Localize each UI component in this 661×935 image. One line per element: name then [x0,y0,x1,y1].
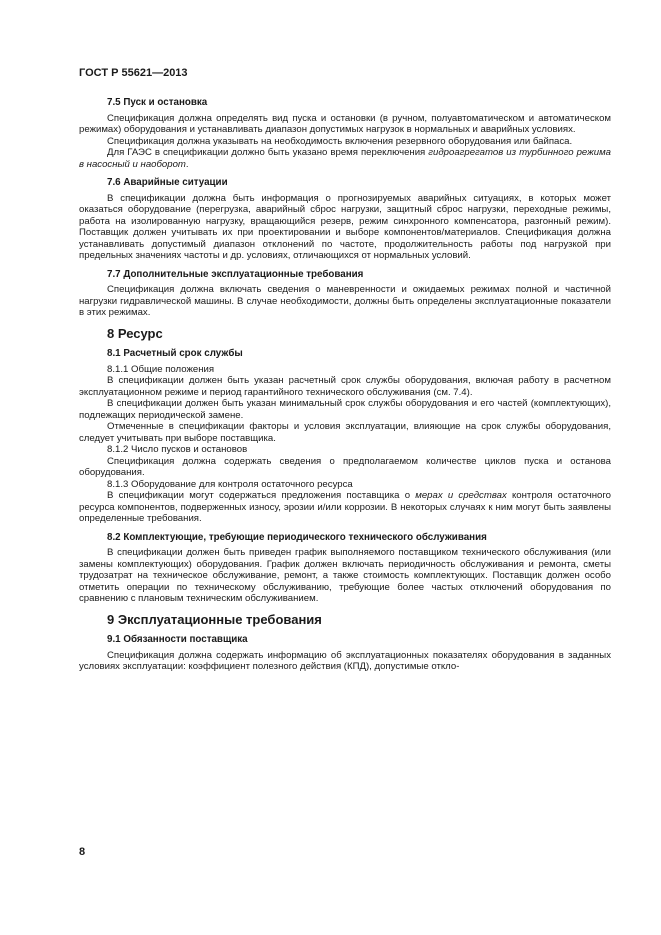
section-8-title: 8 Ресурс [107,325,163,341]
subsection-heading: 8.1.1 Общие положения [107,363,215,375]
paragraph: Спецификация должна содержать информацию об эксплуатационных показателях оборудования в заданных условиях эксплуатации: коэффициент полезного действия (КПД), допустимые откло- [79,649,611,672]
section-9-title: 9 Эксплуатационные требования [107,611,322,627]
text-run: В спецификации могут содержаться предложения поставщика о [107,490,416,501]
text-run: . [185,158,189,170]
paragraph: Спецификация должна содержать сведения о предполагаемом количестве циклов пуска и останова оборудования. [79,455,611,478]
section-7-5-title: 7.5 Пуск и остановка [107,97,208,108]
paragraph [79,490,611,525]
paragraph: В спецификации должна быть информация о прогнозируемых аварийных ситуациях, в которых может оказаться оборудование (перегрузка, аварийный сброс нагрузки, защитный сброс нагрузки, переходные режимы, работа на изолированную нагрузку, вращающийся резерв, режим синхронного компенсатора, разгонный режим). Поставщик должен учитывать их при проектировании и выборе компонентов/материалов. Спецификация должна устанавливать допустимый диапазон отклонений по частоте, продолжительность работы под нагрузкой при предельных значениях частоты и др. условиях, отличающихся от нормальных условий. [79,192,611,261]
page-number: 8 [79,846,86,858]
document-body [79,97,611,673]
paragraph: Спецификация должна указывать на необходимость включения резервного оборудования или байпаса. [107,135,573,147]
document-id: ГОСТ Р 55621—2013 [79,67,188,79]
italic-text: гидроагрегатов из турбинного режима в насосный и наоборот [79,147,611,170]
section-8-2-title: 8.2 Комплектующие, требующие периодического технического обслуживания [107,531,487,543]
paragraph: Отмеченные в спецификации факторы и условия эксплуатации, влияющие на срок службы оборудования, следует учитывать при выборе поставщика. [79,421,611,444]
paragraph: Спецификация должна включать сведения о маневренности и ожидаемых режимах полной и частичной нагрузки гидравлической машины. В случае необходимости, должны быть определены эксплуатационные показатели в этих режимах. [79,284,611,318]
subsection-heading: 8.1.3 Оборудование для контроля остаточного ресурса [107,478,353,490]
text-run: контроля остаточного ресурса компонентов, подверженных износу, эрозии и/или коррозии. В некоторых случаях к ним могут быть заявлены определенные требования. [79,490,611,524]
section-7-7-title: 7.7 Дополнительные эксплуатационные требования [107,268,364,280]
italic-text: мерах и средствах [415,490,507,501]
paragraph [79,147,611,170]
section-9-1-title: 9.1 Обязанности поставщика [107,634,248,645]
paragraph: В спецификации должен быть указан расчетный срок службы оборудования, включая работу в расчетном эксплуатационном режиме и период гарантийного технического обслуживания (см. 7.4). [79,375,611,398]
paragraph: В спецификации должен быть приведен график выполняемого поставщиком технического обслуживания (или замены комплектующих) оборудования. График должен включать периодичность обслуживания и ремонта, сметы трудозатрат на техническое обслуживание, ремонт, а также стоимость комплектующих. Поставщик должен особо отметить операции по техническому обслуживанию, требующие более частых отключений оборудования по сравнению с плановым техническим обслуживанием. [79,547,611,604]
subsection-heading: 8.1.2 Число пусков и остановов [107,444,248,455]
text-run: Для ГАЭС в спецификации должно быть указано время переключения [107,147,429,158]
section-8-1-title: 8.1 Расчетный срок службы [107,348,243,359]
paragraph: Спецификация должна определять вид пуска и остановки (в ручном, полуавтоматическом и автоматическом режимах) оборудования и устанавливать диапазон допустимых нагрузок в нормальных и аварийных условиях. [79,112,611,135]
paragraph: В спецификации должен быть указан минимальный срок службы оборудования и его частей (комплектующих), подлежащих периодической замене. [79,398,611,421]
section-7-6-title: 7.6 Аварийные ситуации [107,177,228,188]
